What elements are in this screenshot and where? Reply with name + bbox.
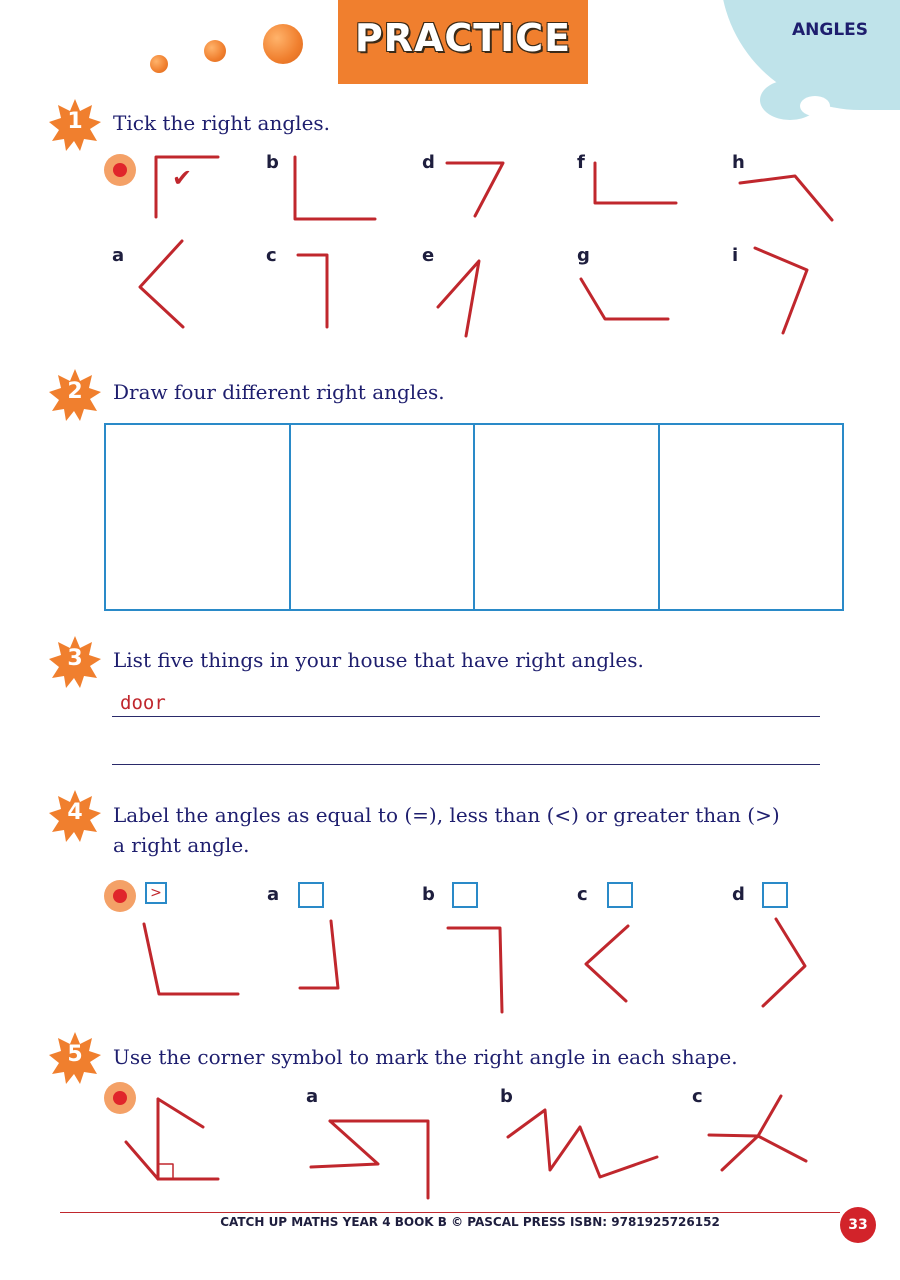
answer-box[interactable] <box>762 882 788 908</box>
answer-box[interactable] <box>452 882 478 908</box>
angle-label: b <box>266 152 279 173</box>
decor-dot <box>263 24 303 64</box>
drawing-cell[interactable] <box>106 425 291 609</box>
angle-b <box>295 157 375 219</box>
angle-label: d <box>422 152 435 173</box>
drawing-cell[interactable] <box>475 425 660 609</box>
answer-line[interactable] <box>112 764 820 765</box>
angle-label: h <box>732 152 745 173</box>
angle-h <box>740 176 832 220</box>
answer-box[interactable]: > <box>145 882 167 904</box>
corner-bubble <box>800 96 830 116</box>
question-number-badge: 1 <box>47 97 103 153</box>
angle-4d <box>763 919 805 1006</box>
angle-label: e <box>422 245 435 266</box>
angle-label: b <box>422 884 435 905</box>
angle-label: g <box>577 245 590 266</box>
angle-label: a <box>112 245 125 266</box>
question-1-text: Tick the right angles. <box>113 111 331 135</box>
footer-rule <box>60 1212 840 1213</box>
angle-4b <box>448 928 502 1012</box>
angle-label: c <box>577 884 588 905</box>
angle-g <box>581 279 668 319</box>
question-4-text-line1: Label the angles as equal to (=), less than (<) or greater than (>) <box>113 803 780 827</box>
answer-line[interactable] <box>112 716 820 717</box>
question-number-badge: 5 <box>47 1030 103 1086</box>
angle-i <box>755 248 807 333</box>
angle-label: c <box>266 245 277 266</box>
angle-c <box>298 255 327 327</box>
topic-label: ANGLES <box>791 20 869 40</box>
page-number: 33 <box>840 1207 876 1243</box>
question-5-text: Use the corner symbol to mark the right angle in each shape. <box>113 1045 738 1069</box>
example-marker <box>104 880 136 912</box>
answer-text: door <box>120 692 166 714</box>
angle-4-example <box>144 924 238 994</box>
drawing-cell[interactable] <box>660 425 843 609</box>
question-number-badge: 3 <box>47 634 103 690</box>
question-number-badge: 4 <box>47 788 103 844</box>
angle-label: i <box>732 245 739 266</box>
angle-e <box>438 261 479 336</box>
page-title: PRACTICE <box>354 16 572 60</box>
shape-example <box>158 1099 218 1179</box>
example-marker <box>104 154 136 186</box>
question-number-badge: 2 <box>47 367 103 423</box>
angle-f <box>595 163 676 203</box>
footer-text: CATCH UP MATHS YEAR 4 BOOK B © PASCAL PRESS ISBN: 9781925726152 <box>220 1215 720 1229</box>
shape-label: b <box>500 1086 513 1107</box>
angle-d <box>447 163 503 216</box>
angle-4a <box>300 921 338 988</box>
shape-label: c <box>692 1086 703 1107</box>
answer-box[interactable] <box>298 882 324 908</box>
decor-dot <box>150 55 168 73</box>
shape-c <box>709 1096 781 1136</box>
answer-box[interactable] <box>607 882 633 908</box>
shape-label: a <box>306 1086 319 1107</box>
question-4-text-line2: a right angle. <box>113 833 250 857</box>
tick-mark: ✔ <box>172 164 193 192</box>
shape-b <box>508 1110 657 1177</box>
drawing-cell[interactable] <box>291 425 476 609</box>
drawing-grid <box>104 423 844 611</box>
angle-4c <box>586 926 628 1001</box>
example-marker <box>104 1082 136 1114</box>
angle-label: d <box>732 884 745 905</box>
shape-a <box>330 1121 428 1198</box>
decor-dot <box>204 40 226 62</box>
angle-label: f <box>577 152 585 173</box>
angle-label: a <box>267 884 280 905</box>
angle-a <box>140 241 183 327</box>
question-2-text: Draw four different right angles. <box>113 380 445 404</box>
question-3-text: List five things in your house that have right angles. <box>113 648 644 672</box>
